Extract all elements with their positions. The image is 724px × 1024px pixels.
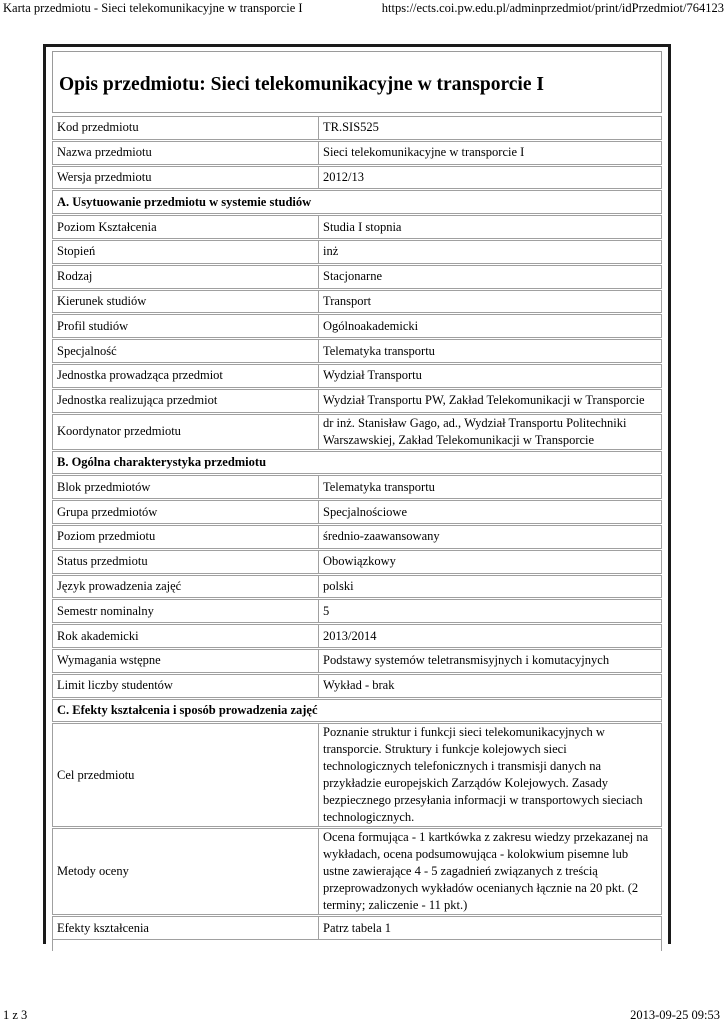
row-value: dr inż. Stanisław Gago, ad., Wydział Transportu Politechniki Warszawskiej, Zakład Telekomunikacji w Transporcie (319, 414, 662, 450)
section-header-b (52, 451, 662, 475)
table-row (52, 649, 662, 673)
section-header-a (52, 190, 662, 214)
row-label: Jednostka realizująca przedmiot (52, 389, 319, 413)
table-row (52, 116, 662, 140)
document-frame (43, 44, 671, 944)
table-row (52, 339, 662, 363)
table-row (52, 550, 662, 574)
row-value: Ocena formująca - 1 kartkówka z zakresu wiedzy przekazanej na wykładach, ocena podsumowująca - kolokwium pisemne lub ustne zawierające 4 - 5 zagadnień związanych z treścią przeprowadzonych wykładów ocenianych łącznie na 20 pkt. (2 terminy; zaliczenie - 11 pkt.) (319, 828, 662, 915)
row-value: 2013/2014 (319, 624, 662, 648)
row-value: Stacjonarne (319, 265, 662, 289)
section-header-c (52, 699, 662, 723)
document-content (52, 51, 662, 951)
row-value: Wydział Transportu (319, 364, 662, 388)
row-label: Wersja przedmiotu (52, 166, 319, 190)
print-footer (0, 1008, 724, 1024)
row-label: Semestr nominalny (52, 599, 319, 623)
row-value: średnio-zaawansowany (319, 525, 662, 549)
row-value: 2012/13 (319, 166, 662, 190)
table-row (52, 389, 662, 413)
row-label: Status przedmiotu (52, 550, 319, 574)
page-number: 1 z 3 (3, 1008, 28, 1022)
section-title: C. Efekty kształcenia i sposób prowadzenia zajęć (52, 699, 662, 723)
table-row (52, 265, 662, 289)
row-value: Ogólnoakademicki (319, 314, 662, 338)
print-header (0, 0, 724, 18)
row-label: Efekty kształcenia (52, 916, 319, 940)
row-label: Poziom Kształcenia (52, 215, 319, 239)
row-value: Obowiązkowy (319, 550, 662, 574)
row-value: Poznanie struktur i funkcji sieci telekomunikacyjnych w transporcie. Struktury i funkcje kolejowych sieci technologicznych telefonicznych i transmisji danych na przykładzie europejskich Zarządów Kolejowych. Zasady bezpiecznego przesyłania informacji w transportowych sieciach technologicznych. (319, 723, 662, 827)
table-row (52, 599, 662, 623)
row-label: Wymagania wstępne (52, 649, 319, 673)
table-row (52, 500, 662, 524)
row-label: Poziom przedmiotu (52, 525, 319, 549)
table-row (52, 916, 662, 940)
table-row (52, 674, 662, 698)
row-label: Rok akademicki (52, 624, 319, 648)
row-value: Transport (319, 290, 662, 314)
table-row (52, 290, 662, 314)
row-label: Język prowadzenia zajęć (52, 575, 319, 599)
row-value: 5 (319, 599, 662, 623)
print-header-url: https://ects.coi.pw.edu.pl/adminprzedmiot/print/idPrzedmiot/764123 (381, 1, 724, 15)
table-row (52, 166, 662, 190)
table-row (52, 215, 662, 239)
course-description-table (52, 115, 662, 941)
row-label: Kierunek studiów (52, 290, 319, 314)
table-row (52, 723, 662, 827)
table-row (52, 240, 662, 264)
row-label: Specjalność (52, 339, 319, 363)
row-value: inż (319, 240, 662, 264)
row-value: Wydział Transportu PW, Zakład Telekomunikacji w Transporcie (319, 389, 662, 413)
row-value: Specjalnościowe (319, 500, 662, 524)
section-title: A. Usytuowanie przedmiotu w systemie studiów (52, 190, 662, 214)
row-label: Jednostka prowadząca przedmiot (52, 364, 319, 388)
row-value: Podstawy systemów teletransmisyjnych i komutacyjnych (319, 649, 662, 673)
print-datetime: 2013-09-25 09:53 (630, 1008, 720, 1022)
continued-row (52, 939, 662, 951)
row-value: Studia I stopnia (319, 215, 662, 239)
row-value: TR.SIS525 (319, 116, 662, 140)
table-row (52, 364, 662, 388)
row-label: Metody oceny (52, 828, 319, 915)
row-label: Grupa przedmiotów (52, 500, 319, 524)
row-value: Wykład - brak (319, 674, 662, 698)
row-label: Stopień (52, 240, 319, 264)
table-row (52, 141, 662, 165)
row-label: Blok przedmiotów (52, 475, 319, 499)
row-value: polski (319, 575, 662, 599)
table-row (52, 525, 662, 549)
row-value: Sieci telekomunikacyjne w transporcie I (319, 141, 662, 165)
table-row (52, 624, 662, 648)
table-row (52, 475, 662, 499)
row-label: Rodzaj (52, 265, 319, 289)
table-row (52, 314, 662, 338)
row-label: Cel przedmiotu (52, 723, 319, 827)
row-label: Kod przedmiotu (52, 116, 319, 140)
section-title: B. Ogólna charakterystyka przedmiotu (52, 451, 662, 475)
row-label: Limit liczby studentów (52, 674, 319, 698)
table-row (52, 828, 662, 915)
row-label: Profil studiów (52, 314, 319, 338)
table-row (52, 414, 662, 450)
print-header-title: Karta przedmiotu - Sieci telekomunikacyjne w transporcie I (3, 1, 303, 15)
row-label: Koordynator przedmiotu (52, 414, 319, 450)
row-value: Telematyka transportu (319, 475, 662, 499)
table-row (52, 575, 662, 599)
row-label: Nazwa przedmiotu (52, 141, 319, 165)
page-title: Opis przedmiotu: Sieci telekomunikacyjne w transporcie I (59, 74, 544, 95)
row-value: Patrz tabela 1 (319, 916, 662, 940)
title-box (52, 51, 662, 113)
row-value: Telematyka transportu (319, 339, 662, 363)
